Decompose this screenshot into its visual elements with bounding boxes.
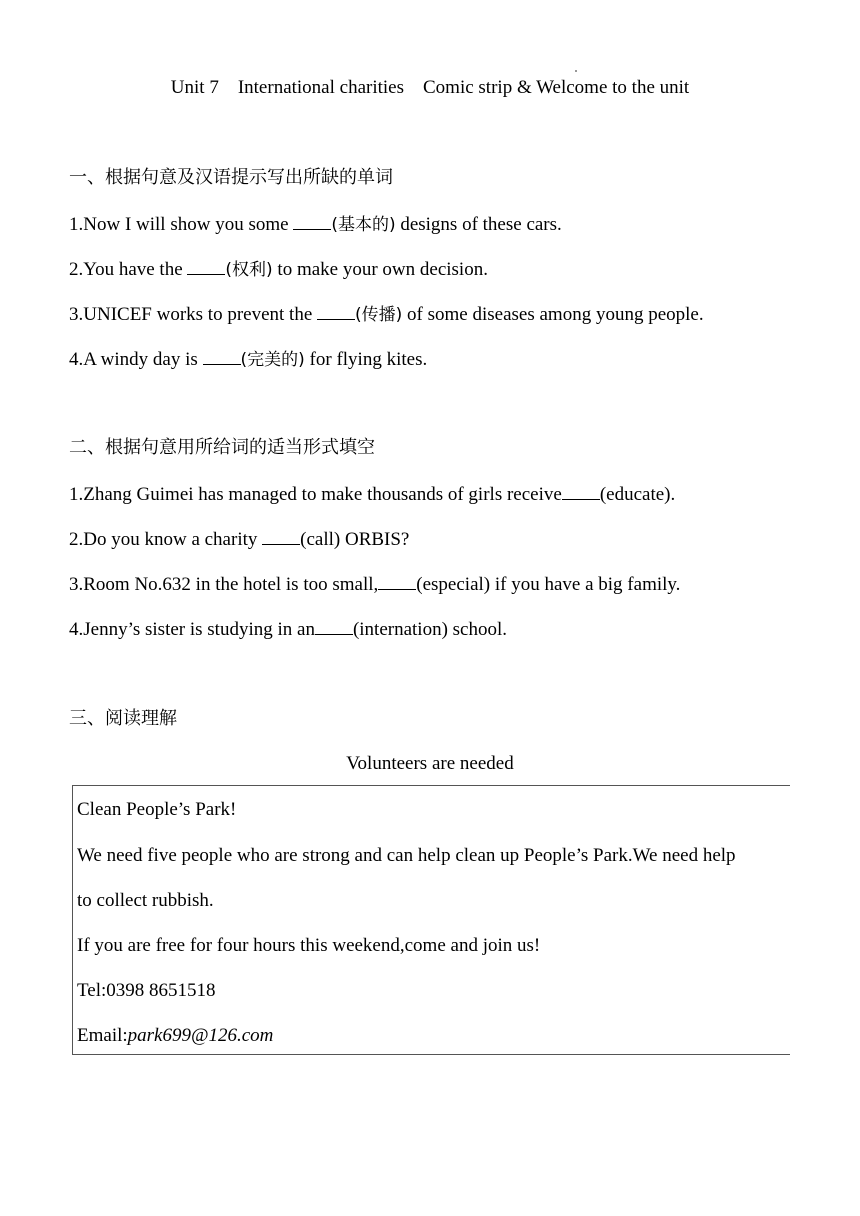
s1-item-1-before: 1.Now I will show you some: [69, 214, 294, 235]
s2-item-4: [69, 616, 507, 642]
section1-heading: 一、根据句意及汉语提示写出所缺的单词: [69, 167, 393, 188]
s2-item-3-blank[interactable]: [378, 571, 416, 590]
s1-item-3-after: of some diseases among young people.: [402, 304, 704, 325]
s1-item-3-blank[interactable]: [317, 301, 355, 320]
s1-item-3: [69, 301, 704, 327]
s1-item-1: [69, 211, 562, 237]
notice-email-link[interactable]: park699@126.com: [127, 1025, 274, 1046]
s2-item-4-before: 4.Jenny’s sister is studying in an: [69, 619, 315, 640]
notice-title: Volunteers are needed: [346, 753, 514, 774]
notice-box: [72, 785, 790, 1055]
notice-line-3: to collect rubbish.: [77, 890, 214, 911]
notice-line-1: Clean People’s Park!: [77, 799, 237, 820]
notice-email-label: Email:: [77, 1025, 128, 1046]
s2-item-2-after: (call) ORBIS?: [300, 529, 410, 550]
s1-item-4-before: 4.A windy day is: [69, 349, 203, 370]
s1-item-2-blank[interactable]: [187, 256, 225, 275]
notice-tel: Tel:0398 8651518: [77, 980, 216, 1001]
s2-item-3-after: (especial) if you have a big family.: [416, 574, 681, 595]
s1-item-4: [69, 346, 427, 372]
s1-item-1-blank[interactable]: [293, 211, 331, 230]
s1-item-4-hint: (完美的): [240, 350, 305, 370]
s2-item-1-blank[interactable]: [562, 481, 600, 500]
s2-item-3: [69, 571, 680, 597]
s1-item-4-blank[interactable]: [203, 346, 241, 365]
s1-item-3-before: 3.UNICEF works to prevent the: [69, 304, 318, 325]
s1-item-4-after: for flying kites.: [304, 349, 428, 370]
s2-item-4-after: (internation) school.: [352, 619, 508, 640]
notice-line-2: We need five people who are strong and can help clean up People’s Park.We need help: [77, 845, 736, 866]
s2-item-1: [69, 481, 675, 507]
s1-item-2-after: to make your own decision.: [272, 259, 488, 280]
s2-item-2-blank[interactable]: [262, 526, 300, 545]
s2-item-3-before: 3.Room No.632 in the hotel is too small,: [69, 574, 379, 595]
s1-item-2: [69, 256, 488, 282]
s1-item-1-hint: (基本的): [331, 215, 396, 235]
s1-item-2-before: 2.You have the: [69, 259, 188, 280]
notice-line-4: If you are free for four hours this weekend,come and join us!: [77, 935, 541, 956]
s2-item-2: [69, 526, 409, 552]
page-title: Unit 7 International charities Comic strip & Welcome to the unit: [170, 77, 690, 98]
s2-item-2-before: 2.Do you know a charity: [69, 529, 263, 550]
section3-heading: 三、阅读理解: [69, 708, 177, 729]
s1-item-2-hint: (权利): [225, 260, 273, 280]
section2-heading: 二、根据句意用所给词的适当形式填空: [69, 437, 375, 458]
s1-item-3-hint: (传播): [355, 305, 403, 325]
scan-dot: [575, 70, 577, 72]
s2-item-4-blank[interactable]: [315, 616, 353, 635]
s2-item-1-before: 1.Zhang Guimei has managed to make thousands of girls receive: [69, 484, 562, 505]
s1-item-1-after: designs of these cars.: [395, 214, 562, 235]
notice-email: [77, 1024, 273, 1048]
s2-item-1-after: (educate).: [599, 484, 676, 505]
